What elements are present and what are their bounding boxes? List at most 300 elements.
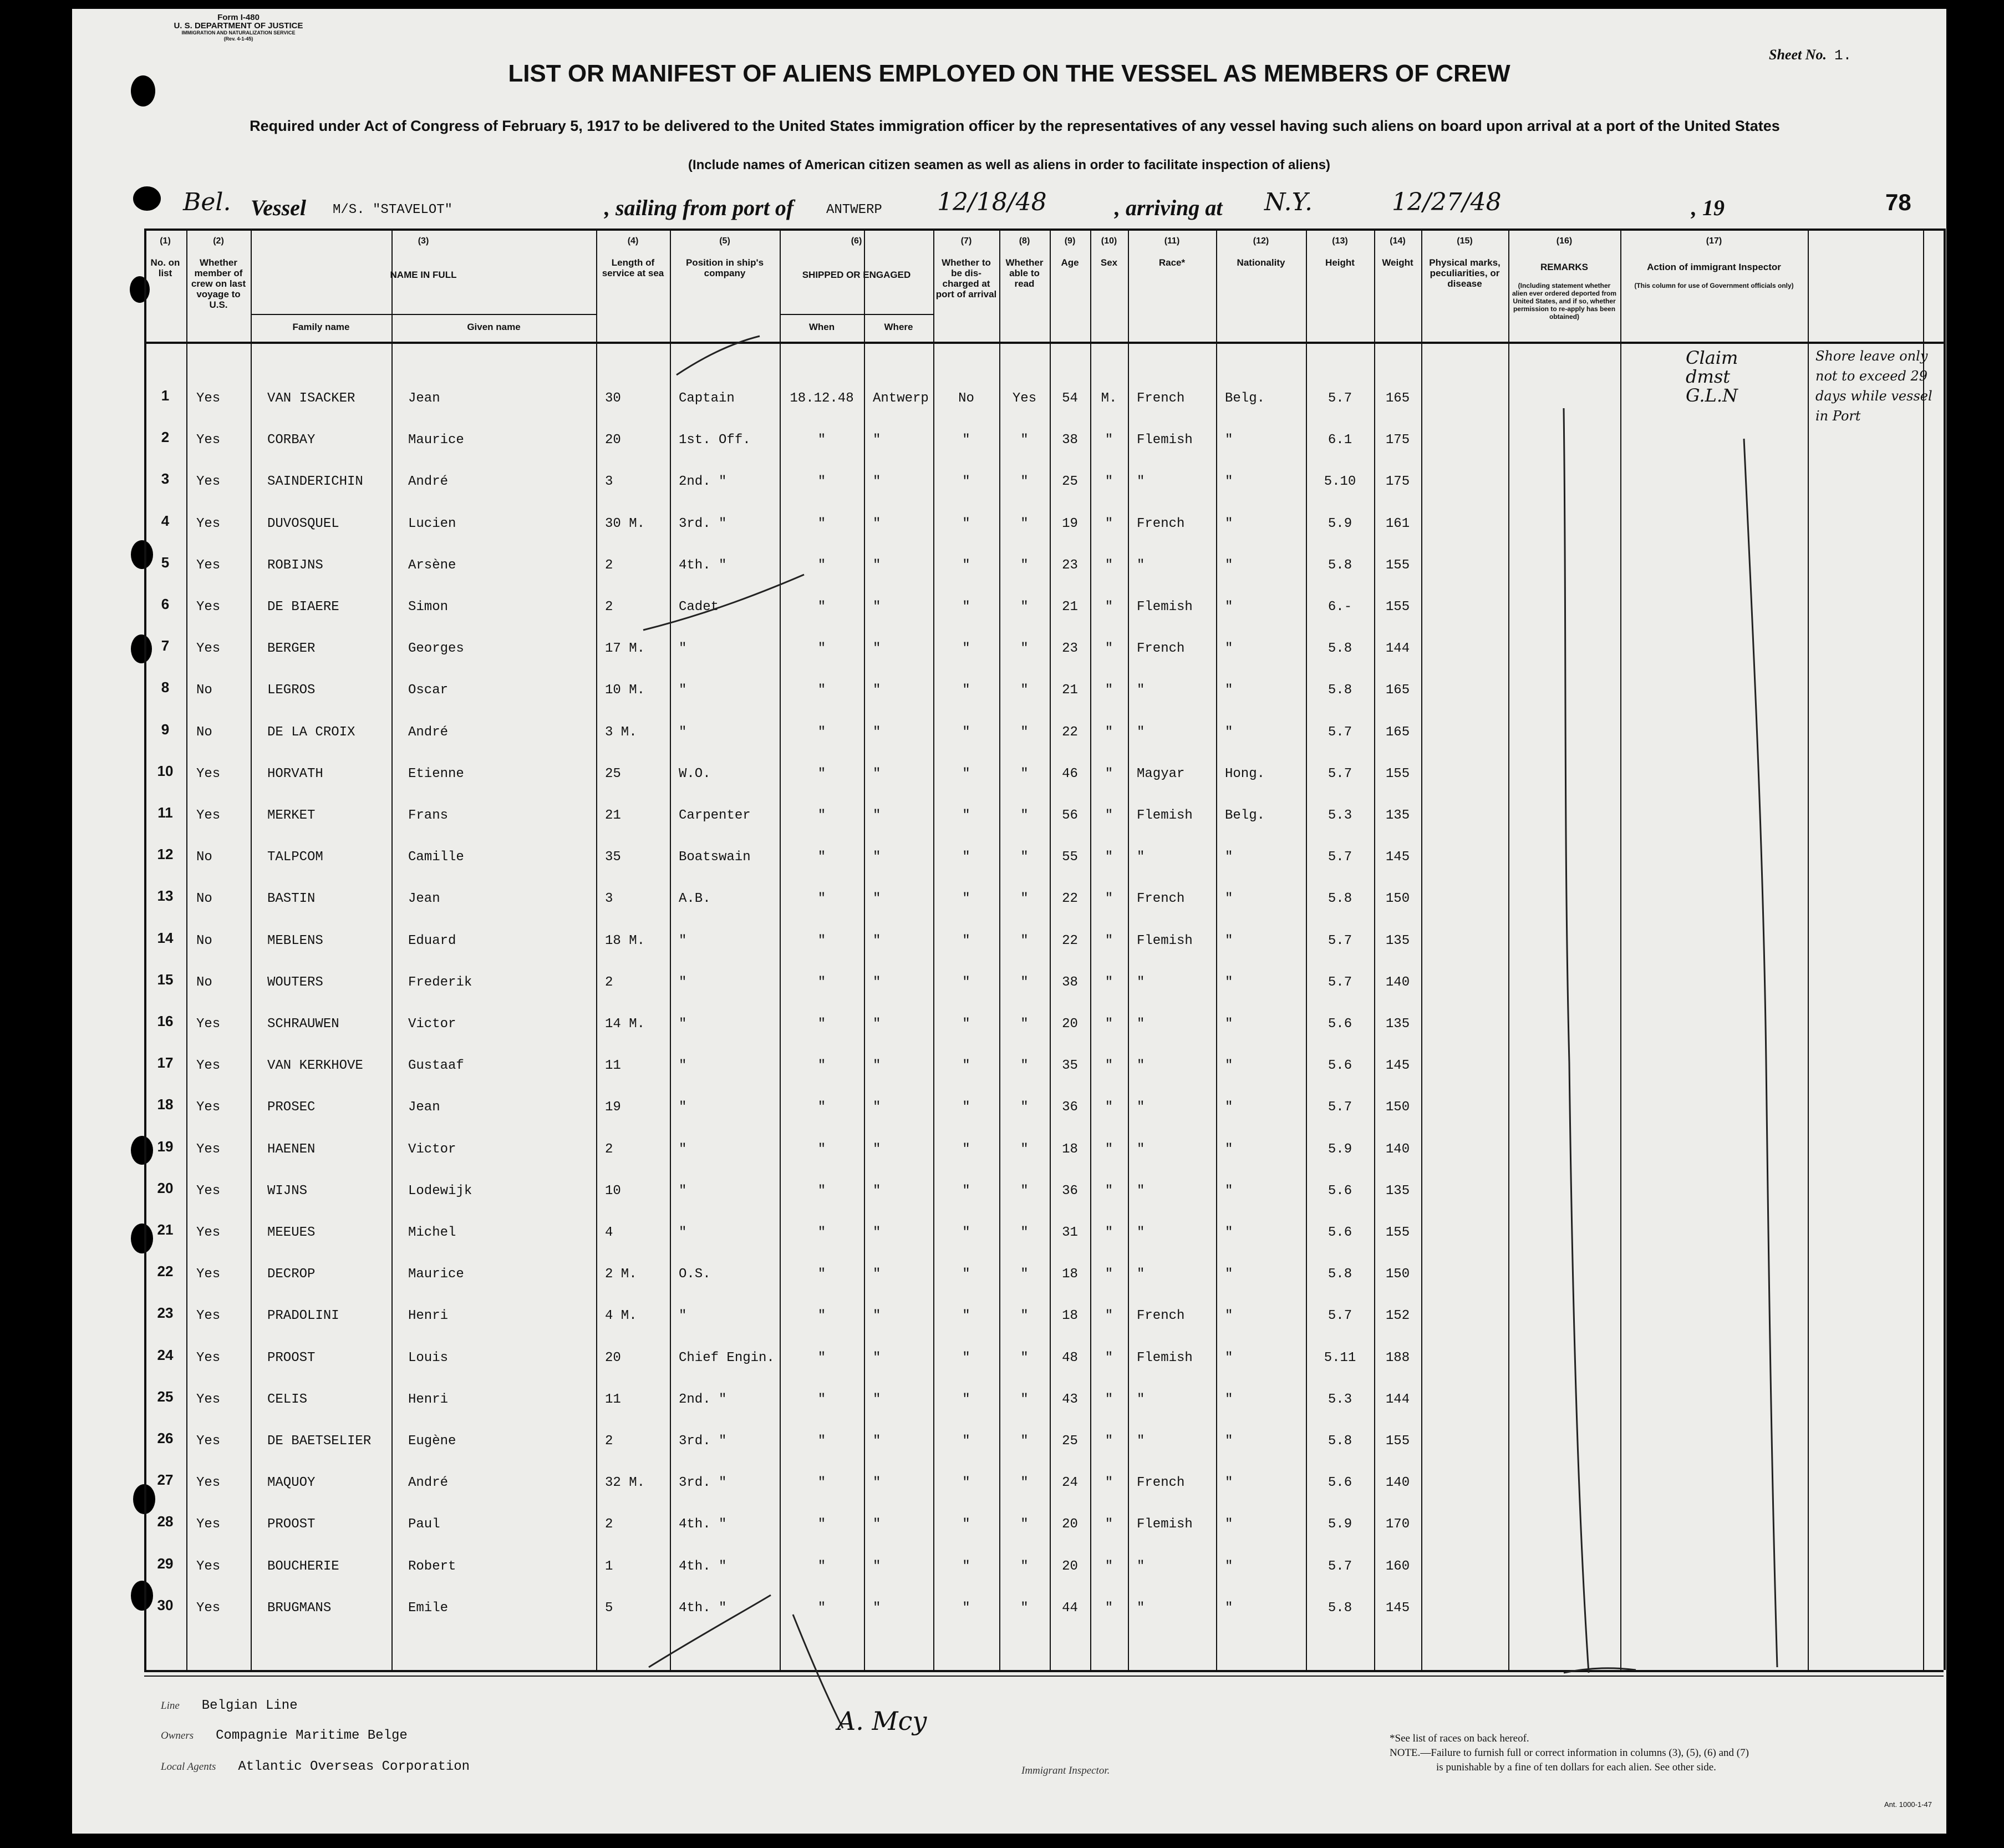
age: 38 [1062,433,1078,448]
length-of-service: 10 M. [605,683,645,698]
shipped-when: " [817,850,826,865]
column-header: Action of immigrant Inspector [1647,262,1781,272]
length-of-service: 10 [605,1183,621,1199]
able-to-read: " [1020,1183,1029,1199]
sailing-label: , sailing from port of [604,195,794,220]
weight: 170 [1385,1517,1410,1532]
family-name: MERKET [267,808,316,823]
race: " [1137,1600,1145,1616]
shipped-where: " [873,1058,881,1074]
nationality: " [1225,1350,1233,1365]
height: 5.7 [1327,766,1352,781]
shipped-where: " [873,1141,881,1157]
position: " [679,1183,687,1199]
nationality: " [1225,1434,1233,1449]
inspector-label: Immigrant Inspector. [1021,1765,1110,1776]
race: Flemish [1137,808,1193,823]
column-header: Weight [1382,257,1413,268]
weight: 150 [1385,1100,1410,1115]
shipped-when: " [817,766,826,781]
shipped-when: " [817,1308,826,1324]
nationality: " [1225,600,1233,615]
position: W.O. [679,766,711,781]
given-name: Gustaaf [408,1058,464,1074]
weight: 140 [1385,974,1410,990]
column-number: (1) [160,236,171,246]
shipped-when: " [817,974,826,990]
height: 5.6 [1327,1225,1352,1240]
given-name: Maurice [408,433,464,448]
shipped-when: " [817,1267,826,1282]
column-header: Length of service at sea [602,257,664,278]
given-name: André [408,1475,449,1491]
shipped-when: 18.12.48 [790,391,854,406]
weight: 160 [1385,1558,1410,1574]
weight: 140 [1385,1141,1410,1157]
weight: 155 [1385,557,1410,573]
position: " [679,724,687,740]
height: 5.7 [1327,933,1352,948]
age: 23 [1062,641,1078,657]
row-number: 19 [157,1138,174,1155]
sheet-value: 1. [1834,47,1852,64]
sex: " [1105,1350,1113,1365]
weight: 144 [1385,641,1410,657]
nationality: " [1225,1517,1233,1532]
given-name: Henri [408,1392,449,1407]
shipped-where: " [873,1475,881,1491]
sex: " [1105,891,1113,907]
age: 31 [1062,1225,1078,1240]
race: " [1137,974,1145,990]
discharged: " [962,1017,970,1032]
row-number: 23 [157,1304,174,1322]
discharged: " [962,1058,970,1074]
weight: 135 [1385,1183,1410,1199]
age: 38 [1062,974,1078,990]
shipped-when: " [817,516,826,531]
sex: " [1105,433,1113,448]
sex: " [1105,683,1113,698]
page-subtitle: Required under Act of Congress of February 5, 1917 to be delivered to the United States immigration officer by the representatives of any vessel having such aliens on board upon arrival at a port of the United States [250,118,1780,134]
column-number: (4) [627,236,639,246]
discharged: " [962,850,970,865]
race: " [1137,1017,1145,1032]
weight: 155 [1385,1434,1410,1449]
length-of-service: 32 M. [605,1475,645,1491]
family-name: DE LA CROIX [267,724,355,740]
nationality: " [1225,474,1233,490]
weight: 161 [1385,516,1410,531]
shipped-when: " [817,808,826,823]
inspector-signature: A. Mcy [837,1706,927,1736]
length-of-service: 2 M. [605,1267,637,1282]
column-header: No. on list [150,257,180,278]
pen-stroke [1744,439,1777,1667]
discharged: " [962,557,970,573]
able-to-read: " [1020,1350,1029,1365]
last-voyage: Yes [196,1100,221,1115]
given-name: Lodewijk [408,1183,472,1199]
nationality: Belg. [1225,808,1265,823]
given-name: Frans [408,808,449,823]
discharged: " [962,1434,970,1449]
family-name: PROOST [267,1517,316,1532]
column-header: Whether member of crew on last voyage to U.S. [191,257,246,310]
last-voyage: Yes [196,1558,221,1574]
able-to-read: " [1020,1517,1029,1532]
height: 5.6 [1327,1475,1352,1491]
column-number: (2) [213,236,224,246]
height: 5.3 [1327,1392,1352,1407]
height: 5.7 [1327,1100,1352,1115]
able-to-read: " [1020,1141,1029,1157]
shipped-when: " [817,557,826,573]
weight: 155 [1385,1225,1410,1240]
nationality: " [1225,1558,1233,1574]
row-number: 1 [161,387,170,404]
length-of-service: 14 M. [605,1017,645,1032]
sex: " [1105,1558,1113,1574]
last-voyage: Yes [196,1017,221,1032]
family-name: SAINDERICHIN [267,474,363,490]
age: 18 [1062,1141,1078,1157]
sex: " [1105,933,1113,948]
weight: 165 [1385,683,1410,698]
height: 5.6 [1327,1183,1352,1199]
shipped-where: " [873,1100,881,1115]
length-of-service: 25 [605,766,621,781]
column-number: (10) [1101,236,1117,246]
year-label: , 19 [1691,195,1725,220]
shipped-when: " [817,1475,826,1491]
shipped-when: " [817,1017,826,1032]
row-number: 20 [157,1179,174,1196]
weight: 155 [1385,600,1410,615]
sex: " [1105,1017,1113,1032]
race: " [1137,724,1145,740]
height: 5.7 [1327,974,1352,990]
family-name: BASTIN [267,891,316,907]
row-number: 22 [157,1263,174,1280]
sailing-date: 12/18/48 [937,188,1047,216]
length-of-service: 30 M. [605,516,645,531]
sex: " [1105,850,1113,865]
position: " [679,683,687,698]
race: " [1137,1267,1145,1282]
shipped-when: " [817,1392,826,1407]
weight: 150 [1385,1267,1410,1282]
column-header: SHIPPED OR ENGAGED [802,270,911,280]
position: 3rd. " [679,1475,727,1491]
age: 35 [1062,1058,1078,1074]
position: " [679,1017,687,1032]
form-revision: (Rev. 4-1-45) [223,36,253,42]
nationality: " [1225,974,1233,990]
shipped-where: " [873,474,881,490]
race: Flemish [1137,1517,1193,1532]
age: 54 [1062,391,1078,406]
position: Chief Engin. [679,1350,775,1365]
shipped-where: " [873,1225,881,1240]
sex: " [1105,724,1113,740]
shipped-where: " [873,433,881,448]
nationality: " [1225,1475,1233,1491]
shipped-where: " [873,1517,881,1532]
vessel-name: M/S. "STAVELOT" [333,202,453,217]
pen-stroke [677,336,760,375]
age: 36 [1062,1100,1078,1115]
column-number: (12) [1253,236,1269,246]
last-voyage: Yes [196,1183,221,1199]
position: Captain [679,391,735,406]
sex: " [1105,516,1113,531]
race: Magyar [1137,766,1185,781]
last-voyage: Yes [196,1267,221,1282]
last-voyage: Yes [196,474,221,490]
discharged: " [962,1225,970,1240]
race: " [1137,1100,1145,1115]
last-voyage: No [196,683,212,698]
last-voyage: Yes [196,1600,221,1616]
column-subheader: Family name [292,322,350,332]
shipped-when: " [817,1225,826,1240]
length-of-service: 2 [605,600,613,615]
discharged: " [962,1267,970,1282]
weight: 145 [1385,850,1410,865]
able-to-read: " [1020,724,1029,740]
shipped-where: Antwerp [873,391,929,406]
race: Flemish [1137,433,1193,448]
column-header: NAME IN FULL [390,270,457,280]
weight: 140 [1385,1475,1410,1491]
nationality: Belg. [1225,391,1265,406]
row-number: 29 [157,1555,174,1572]
row-number: 4 [161,512,170,529]
given-name: Paul [408,1517,440,1532]
last-voyage: Yes [196,1475,221,1491]
subtitle-note: (Include names of American citizen seamen as well as aliens in order to facilitate inspection of aliens) [688,158,1331,172]
footer-line-label: Line [161,1700,180,1712]
race: French [1137,1308,1185,1324]
able-to-read: " [1020,1225,1029,1240]
discharged: " [962,724,970,740]
age: 21 [1062,683,1078,698]
shipped-when: " [817,724,826,740]
sex: " [1105,1183,1113,1199]
shipped-where: " [873,850,881,865]
row-number: 6 [161,596,170,612]
able-to-read: " [1020,891,1029,907]
sex: " [1105,1517,1113,1532]
last-voyage: Yes [196,766,221,781]
discharged: " [962,808,970,823]
shipped-when: " [817,474,826,490]
age: 19 [1062,516,1078,531]
length-of-service: 18 M. [605,933,645,948]
position: " [679,1225,687,1240]
sex: " [1105,1434,1113,1449]
nationality: " [1225,724,1233,740]
family-name: WOUTERS [267,974,323,990]
sailing-port: ANTWERP [826,202,882,217]
position: Boatswain [679,850,751,865]
last-voyage: No [196,891,212,907]
sex: " [1105,557,1113,573]
row-number: 9 [161,720,170,738]
column-number: (17) [1706,236,1722,246]
able-to-read: " [1020,1434,1029,1449]
discharged: " [962,433,970,448]
shipped-where: " [873,1434,881,1449]
family-name: CORBAY [267,433,316,448]
footer-owners [161,1728,408,1743]
column-header: Nationality [1237,257,1285,268]
row-number: 3 [161,470,170,488]
given-name: Arsène [408,557,456,573]
shipped-where: " [873,516,881,531]
age: 22 [1062,933,1078,948]
column-header: Whether able to read [1005,257,1044,289]
column-number: (8) [1019,236,1030,246]
height: 5.7 [1327,1558,1352,1574]
shipped-where: " [873,933,881,948]
column-header-note: (This column for use of Government officials only) [1634,282,1794,290]
nationality: " [1225,850,1233,865]
shipped-when: " [817,1141,826,1157]
height: 6.1 [1327,433,1352,448]
last-voyage: Yes [196,1058,221,1074]
column-number: (15) [1457,236,1473,246]
last-voyage: Yes [196,1308,221,1324]
height: 5.7 [1327,1308,1352,1324]
given-name: Eduard [408,933,456,948]
nationality: " [1225,1392,1233,1407]
row-number: 21 [157,1221,174,1238]
pen-stroke [649,1595,771,1667]
length-of-service: 20 [605,433,621,448]
footer-line [161,1698,298,1713]
nationality: " [1225,683,1233,698]
family-name: LEGROS [267,683,316,698]
race: French [1137,891,1185,907]
shipped-where: " [873,1600,881,1616]
row-number: 12 [157,846,174,863]
corner-number: 78 [1885,189,1911,215]
weight: 135 [1385,808,1410,823]
height: 5.8 [1327,891,1352,907]
family-name: VAN ISACKER [267,391,355,406]
age: 24 [1062,1475,1078,1491]
height: 5.8 [1327,1434,1352,1449]
shipped-when: " [817,600,826,615]
column-number: (11) [1164,236,1180,246]
position: " [679,1100,687,1115]
length-of-service: 4 M. [605,1308,637,1324]
length-of-service: 2 [605,1434,613,1449]
discharged: " [962,600,970,615]
length-of-service: 30 [605,391,621,406]
column-header: Race* [1158,257,1186,268]
column-number: (9) [1064,236,1076,246]
discharged: " [962,683,970,698]
last-voyage: No [196,974,212,990]
last-voyage: Yes [196,1434,221,1449]
shipped-where: " [873,1017,881,1032]
last-voyage: No [196,850,212,865]
weight: 155 [1385,766,1410,781]
row-number: 30 [157,1596,174,1613]
family-name: VAN KERKHOVE [267,1058,363,1074]
given-name: Jean [408,891,440,907]
footer-penalty-note-cont: is punishable by a fine of ten dollars for each alien. See other side. [1436,1761,1716,1773]
height: 5.10 [1324,474,1356,490]
footer-penalty-note: NOTE.—Failure to furnish full or correct information in columns (3), (5), (6) and (7) [1390,1747,1749,1759]
nationality: " [1225,1267,1233,1282]
race: " [1137,1183,1145,1199]
length-of-service: 3 [605,474,613,490]
position: 4th. " [679,1517,727,1532]
length-of-service: 2 [605,974,613,990]
given-name: Henri [408,1308,449,1324]
length-of-service: 3 M. [605,724,637,740]
sex: " [1105,1100,1113,1115]
shipped-when: " [817,1434,826,1449]
age: 43 [1062,1392,1078,1407]
last-voyage: Yes [196,641,221,657]
race: " [1137,1392,1145,1407]
length-of-service: 17 M. [605,641,645,657]
discharged: " [962,974,970,990]
weight: 165 [1385,724,1410,740]
nationality: " [1225,891,1233,907]
able-to-read: " [1020,557,1029,573]
able-to-read: " [1020,933,1029,948]
footer-agents [161,1759,470,1774]
height: 5.8 [1327,683,1352,698]
pen-stroke [1564,1668,1636,1673]
service-name: IMMIGRATION AND NATURALIZATION SERVICE [181,30,296,35]
last-voyage: Yes [196,1350,221,1365]
able-to-read: " [1020,1558,1029,1574]
position: 4th. " [679,1600,727,1616]
family-name: DUVOSQUEL [267,516,339,531]
nationality: " [1225,1183,1233,1199]
race: " [1137,474,1145,490]
shipped-where: " [873,891,881,907]
column-number: (16) [1556,236,1573,246]
footer-owners-label: Owners [161,1730,194,1742]
shipped-when: " [817,433,826,448]
position: Carpenter [679,808,751,823]
shipped-when: " [817,1350,826,1365]
height: 5.9 [1327,516,1352,531]
last-voyage: Yes [196,433,221,448]
age: 48 [1062,1350,1078,1365]
sex: " [1105,1392,1113,1407]
column-header: Whether to be dis-charged at port of arrival [935,257,997,299]
row-number: 16 [157,1013,174,1029]
height: 5.7 [1327,724,1352,740]
weight: 175 [1385,433,1410,448]
height: 5.6 [1327,1058,1352,1074]
race: " [1137,1225,1145,1240]
footer-agents-label: Local Agents [161,1761,216,1773]
given-name: Eugène [408,1434,456,1449]
pen-stroke [643,575,804,630]
discharged: " [962,1392,970,1407]
footer-agents-value: Atlantic Overseas Corporation [238,1759,470,1774]
